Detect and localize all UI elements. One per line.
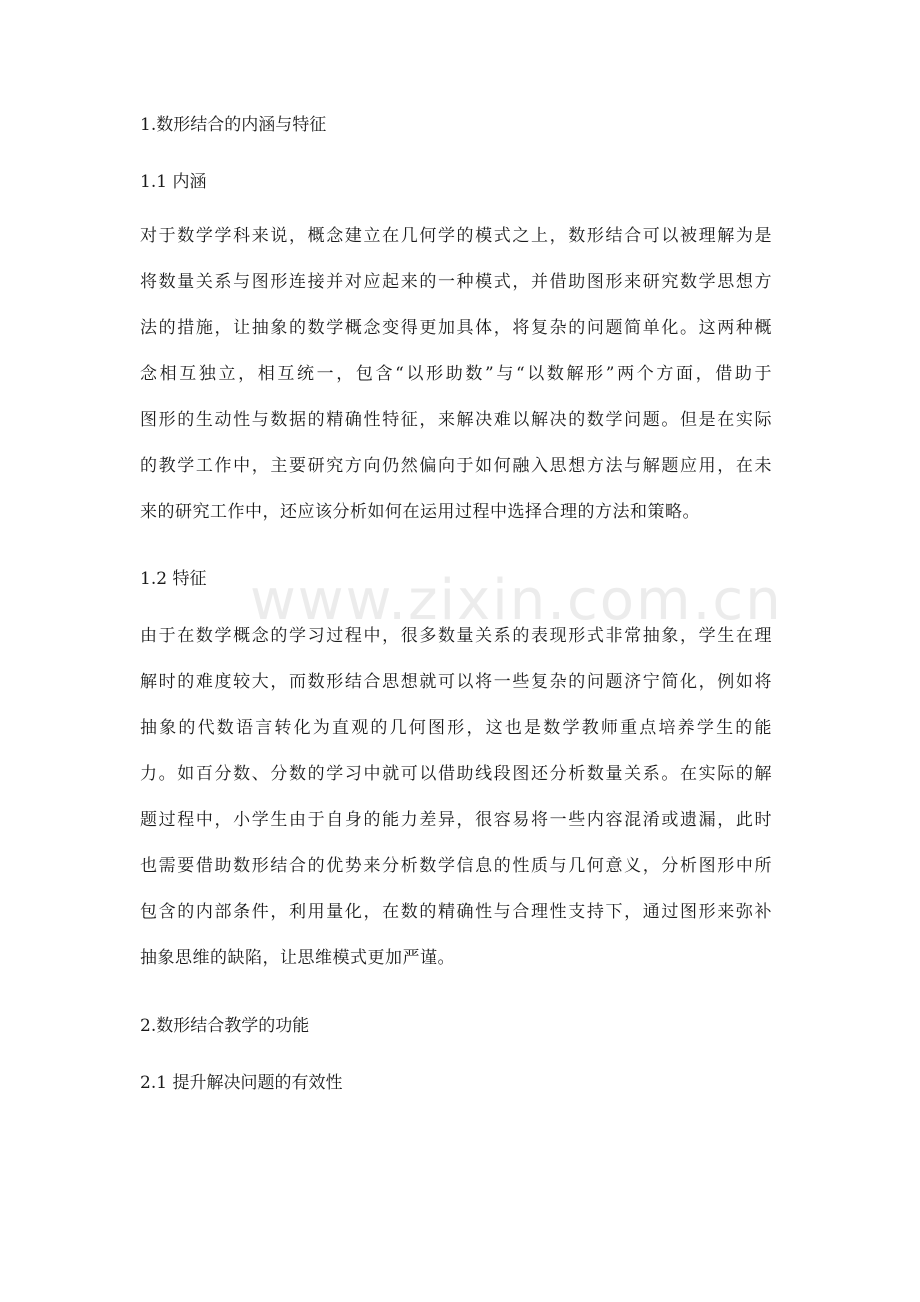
text-line: 也需要借助数形结合的优势来分析数学信息的性质与几何意义，分析图形中所 xyxy=(140,856,772,876)
text-line: 法的措施，让抽象的数学概念变得更加具体，将复杂的问题简单化。这两种概 xyxy=(140,318,772,338)
subsection-heading-1-2: 1.2 特征 xyxy=(140,569,207,589)
paragraph-features xyxy=(140,613,772,981)
text-line: 来的研究工作中，还应该分析如何在运用过程中选择合理的方法和策略。 xyxy=(140,502,700,522)
paragraph-definition xyxy=(140,213,772,535)
subsection-heading-2-1: 2.1 提升解决问题的有效性 xyxy=(140,1073,343,1093)
text-line: 的教学工作中，主要研究方向仍然偏向于如何融入思想方法与解题应用，在未 xyxy=(140,456,772,476)
text-line: 抽象的代数语言转化为直观的几何图形，这也是数学教师重点培养学生的能 xyxy=(140,718,772,738)
text-line: 将数量关系与图形连接并对应起来的一种模式，并借助图形来研究数学思想方 xyxy=(140,272,772,292)
watermark: www.zixin.com.cn xyxy=(250,568,783,633)
text-line: 包含的内部条件，利用量化，在数的精确性与合理性支持下，通过图形来弥补 xyxy=(140,902,772,922)
subsection-heading-1-1: 1.1 内涵 xyxy=(140,172,207,192)
text-line: 力。如百分数、分数的学习中就可以借助线段图还分析数量关系。在实际的解 xyxy=(140,764,772,784)
text-line: 对于数学学科来说，概念建立在几何学的模式之上，数形结合可以被理解为是 xyxy=(140,226,772,246)
text-line: 题过程中，小学生由于自身的能力差异，很容易将一些内容混淆或遗漏，此时 xyxy=(140,810,772,830)
text-line: 抽象思维的缺陷，让思维模式更加严谨。 xyxy=(140,948,455,968)
text-line: 解时的难度较大，而数形结合思想就可以将一些复杂的问题济宁简化，例如将 xyxy=(140,672,772,692)
text-line: 图形的生动性与数据的精确性特征，来解决难以解决的数学问题。但是在实际 xyxy=(140,410,772,430)
text-line: 由于在数学概念的学习过程中，很多数量关系的表现形式非常抽象，学生在理 xyxy=(140,626,772,646)
text-line: 念相互独立，相互统一，包含“以形助数”与“以数解形”两个方面，借助于 xyxy=(140,364,772,384)
section-heading-2: 2.数形结合教学的功能 xyxy=(140,1016,310,1036)
section-heading-1: 1.数形结合的内涵与特征 xyxy=(140,115,327,135)
